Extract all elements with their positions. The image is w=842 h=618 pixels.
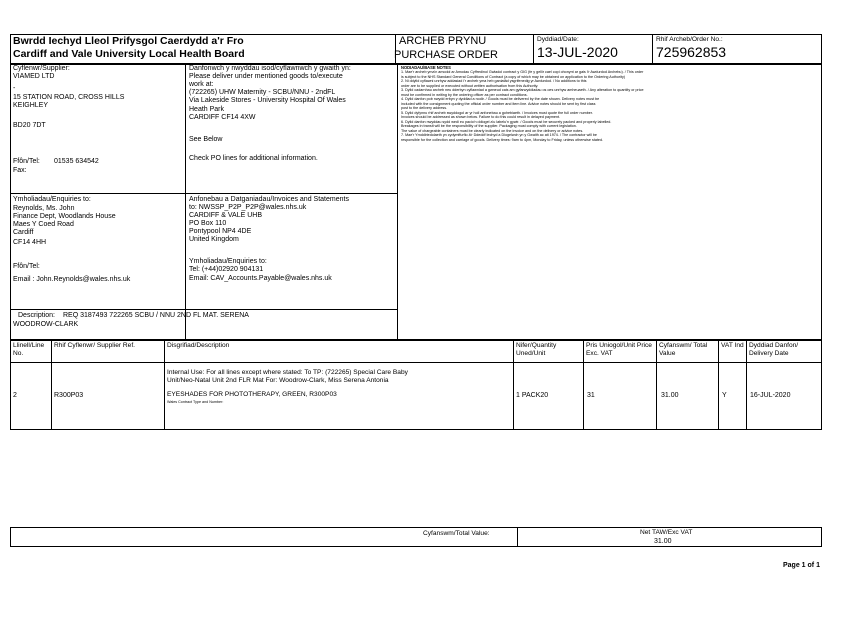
enquiries-postcode: CF14 4HH	[13, 239, 47, 246]
header-line-no: Llinell/Line No.	[13, 342, 45, 357]
enquiries-dept: Finance Dept, Woodlands House	[13, 213, 116, 220]
org-name-english: Cardiff and Vale University Local Health Board	[13, 48, 245, 60]
doc-title-welsh: ARCHEB PRYNU	[399, 35, 487, 47]
description-line2: WOODROW-CLARK	[13, 321, 79, 328]
row-internal-use-2: Unit/Neo-Natal Unit 2nd FLR Mat For: Woodrow-Clark, Miss Serena Antonia	[167, 377, 389, 384]
row-supplier-ref: R300P03	[54, 392, 84, 399]
row-vat-ind: Y	[722, 392, 727, 399]
org-name-welsh: Bwrdd Iechyd Lleol Prifysgol Caerdydd a'r Fro	[13, 35, 244, 47]
supplier-postcode: BD20 7DT	[13, 122, 46, 129]
doc-title-english: PURCHASE ORDER	[394, 49, 498, 61]
note-line: 1. Mae'r archeb yma'n amodol ar Amodau Cyffredinol Gwladol contract y GIG (fe y gellir cael copi ohonynt ar gais i'r Awdurdod Archebu). / This order	[401, 70, 644, 74]
enquiries-name: Reynolds, Ms. John	[13, 205, 75, 212]
total-row	[10, 527, 822, 547]
delivery-line1: (722265) UHW Maternity - SCBU/NNU - 2ndFL	[189, 89, 336, 96]
header-quantity: Nifer/Quantity Uned/Unit	[516, 342, 557, 357]
note-line: must be confirmed in writing by the ordering officer as per contract conditions.	[401, 92, 528, 97]
delivery-see-below: See Below	[189, 136, 223, 143]
row-total-value: 31.00	[661, 392, 679, 399]
invoices-tel: Tel: (+44)02920 904131	[189, 266, 264, 273]
supplier-address1: 15 STATION ROAD, CROSS HILLS	[13, 94, 125, 101]
enquiries-email[interactable]: Email : John.Reynolds@wales.nhs.uk	[13, 276, 131, 283]
supplier-name: VIAMED LTD	[13, 73, 55, 80]
note-line: is subject to the NHS Standard General Conditions of Contract (a copy of which may be obtained on application to the Ordering Authority)	[401, 74, 626, 79]
net-total: 31.00	[654, 538, 672, 545]
note-line: included with the consignment quoting the official order number and item line. Advice notes should be sent by first class	[401, 101, 596, 106]
delivery-check-po: Check PO lines for additional information.	[189, 155, 318, 162]
enquiries-label: Ymholiadau/Enquiries to:	[13, 196, 91, 203]
delivery-label-work: work at:	[189, 81, 214, 88]
order-date: 13-JUL-2020	[537, 44, 618, 60]
delivery-label-welsh: Danfonwch y nwyddau isod/cyflawnwch y gwaith yn:	[189, 65, 351, 72]
supplier-dash: -	[13, 85, 16, 92]
net-label: Net TAW/Exc VAT	[640, 529, 693, 536]
enquiries-street: Maes Y Coed Road	[13, 221, 74, 228]
supplier-phone-label: Ffôn/Tel:	[13, 158, 40, 165]
header-total-value: Cyfanswm/ Total Value	[659, 342, 708, 357]
invoices-line2: PO Box 110	[189, 220, 227, 227]
row-internal-use: Internal Use: For all lines except where stated: To TP: (722265) Special Care Baby	[167, 369, 408, 376]
order-no-label: Rhif Archeb/Order No.:	[656, 36, 723, 43]
row-contract: Wales Contract Type and Number:	[167, 400, 224, 404]
note-line: 7. Mae'r Ymddiriedolaeth yn cydymffurfio â'r Ddeddf Iechyd a Diogelwch yn y Gwaith ac ati 1974. / The contractor will be	[401, 133, 597, 137]
note-line: order are to be supplied or executed without written authorisation from this Authority.	[401, 83, 539, 88]
invoices-line4: United Kingdom	[189, 236, 239, 243]
note-line: 6. Dylid danfon nwyddau sydd wedi eu pacio'n ddiogel a'u labelu'n gywir. / Goods must be securely packed and properly labelled.	[401, 119, 612, 124]
supplier-fax-label: Fax:	[13, 167, 27, 174]
description-line1: REQ 3187493 722265 SCBU / NNU 2ND FL MAT. SERENA	[63, 312, 249, 319]
enquiries-phone-label: Ffôn/Tel:	[13, 263, 40, 270]
page-number: Page 1 of 1	[783, 562, 820, 569]
note-line: Breakages in transit will be the responsibility of the supplier. Packaging must comply with current legislation.	[401, 124, 577, 128]
notes-body	[401, 70, 819, 192]
supplier-address2: KEIGHLEY	[13, 102, 49, 109]
delivery-line4: CARDIFF CF14 4XW	[189, 114, 256, 121]
note-line: The value of chargeable containers must be clearly indicated on the invoice and on the delivery or advice notes.	[401, 128, 584, 133]
delivery-line3: Heath Park	[189, 106, 225, 113]
delivery-line2: Via Lakeside Stores - University Hospital Of Wales	[189, 97, 346, 104]
invoices-enquiries-label: Ymholiadau/Enquiries to:	[189, 258, 267, 265]
row-description: EYESHADES FOR PHOTOTHERAPY, GREEN, R300P03	[167, 391, 337, 398]
description-label: Description:	[18, 312, 55, 319]
supplier-label: Cyflenwr/Supplier:	[13, 65, 70, 72]
row-quantity: 1 PACK20	[516, 392, 549, 399]
invoices-email[interactable]: Email: CAV_Accounts.Payable@wales.nhs.uk	[189, 275, 332, 282]
row-line-no: 2	[13, 392, 17, 399]
header-delivery-date: Dyddiad Danfon/ Delivery Date	[749, 342, 799, 357]
date-label: Dyddiad/Date:	[537, 36, 579, 43]
header-supplier-ref: Rhif Cyflenwr/ Supplier Ref.	[54, 342, 135, 349]
note-line: 3. Dylid cadarnhau archeb neu dderbyn cyflawniad a gwneud cais am gyfarwyddiadau os oes unrhyw amheuaeth. / Any alteration to quantity or price	[401, 88, 644, 92]
order-number: 725962853	[656, 44, 727, 60]
note-line: 4. Dylid danfon pob nwydd erbyn y dyddiad a nodir. / Goods must be delivered by the date shown. Delivery notes must be	[401, 97, 600, 101]
invoices-line3: Pontypool NP4 4DE	[189, 228, 252, 235]
delivery-label-english: Please deliver under mentioned goods to/execute	[189, 73, 343, 80]
row-unit-price: 31	[587, 392, 595, 399]
note-line: 2. Ni ddylid cyflawni unrhyw addasiad i'r archeb yma heb ganiatâd ysgrifenedig yr Awdurdod. / No additions to this	[401, 79, 587, 83]
header-unit-price: Pris Uniogol/Unit Price Exc. VAT	[586, 342, 652, 357]
notes-title: NODIADAU/BASE NOTES	[401, 65, 451, 70]
invoices-line1: CARDIFF & VALE UHB	[189, 212, 262, 219]
note-line: post to the delivery address.	[401, 106, 448, 110]
supplier-phone: 01535 634542	[54, 158, 99, 165]
enquiries-city: Cardiff	[13, 229, 34, 236]
note-line: responsible for the collection and carriage of goods. Delivery times: 9am to 4pm, Monday to Friday, unless otherwise stated.	[401, 137, 604, 142]
note-line: Invoices should be addressed as shown below. Failure to do this could result in delayed payment.	[401, 115, 561, 119]
header-description: Disgrifiad/Description	[167, 342, 230, 349]
total-label: Cyfanswm/Total Value:	[423, 530, 490, 537]
row-delivery-date: 16-JUL-2020	[750, 392, 791, 399]
invoices-to[interactable]: to: NWSSP_P2P_P2P@wales.nhs.uk	[189, 204, 307, 211]
note-line: 5. Dylid dyfynnu rhif archeb swyddogol ar yr holl anfonebau a gohebiaeth. / Invoices must quote the full order number.	[401, 110, 593, 115]
header-vat-ind: VAT Ind	[721, 342, 744, 349]
invoices-label: Anfonebau a Datganiadau/Invoices and Statements	[189, 196, 349, 203]
